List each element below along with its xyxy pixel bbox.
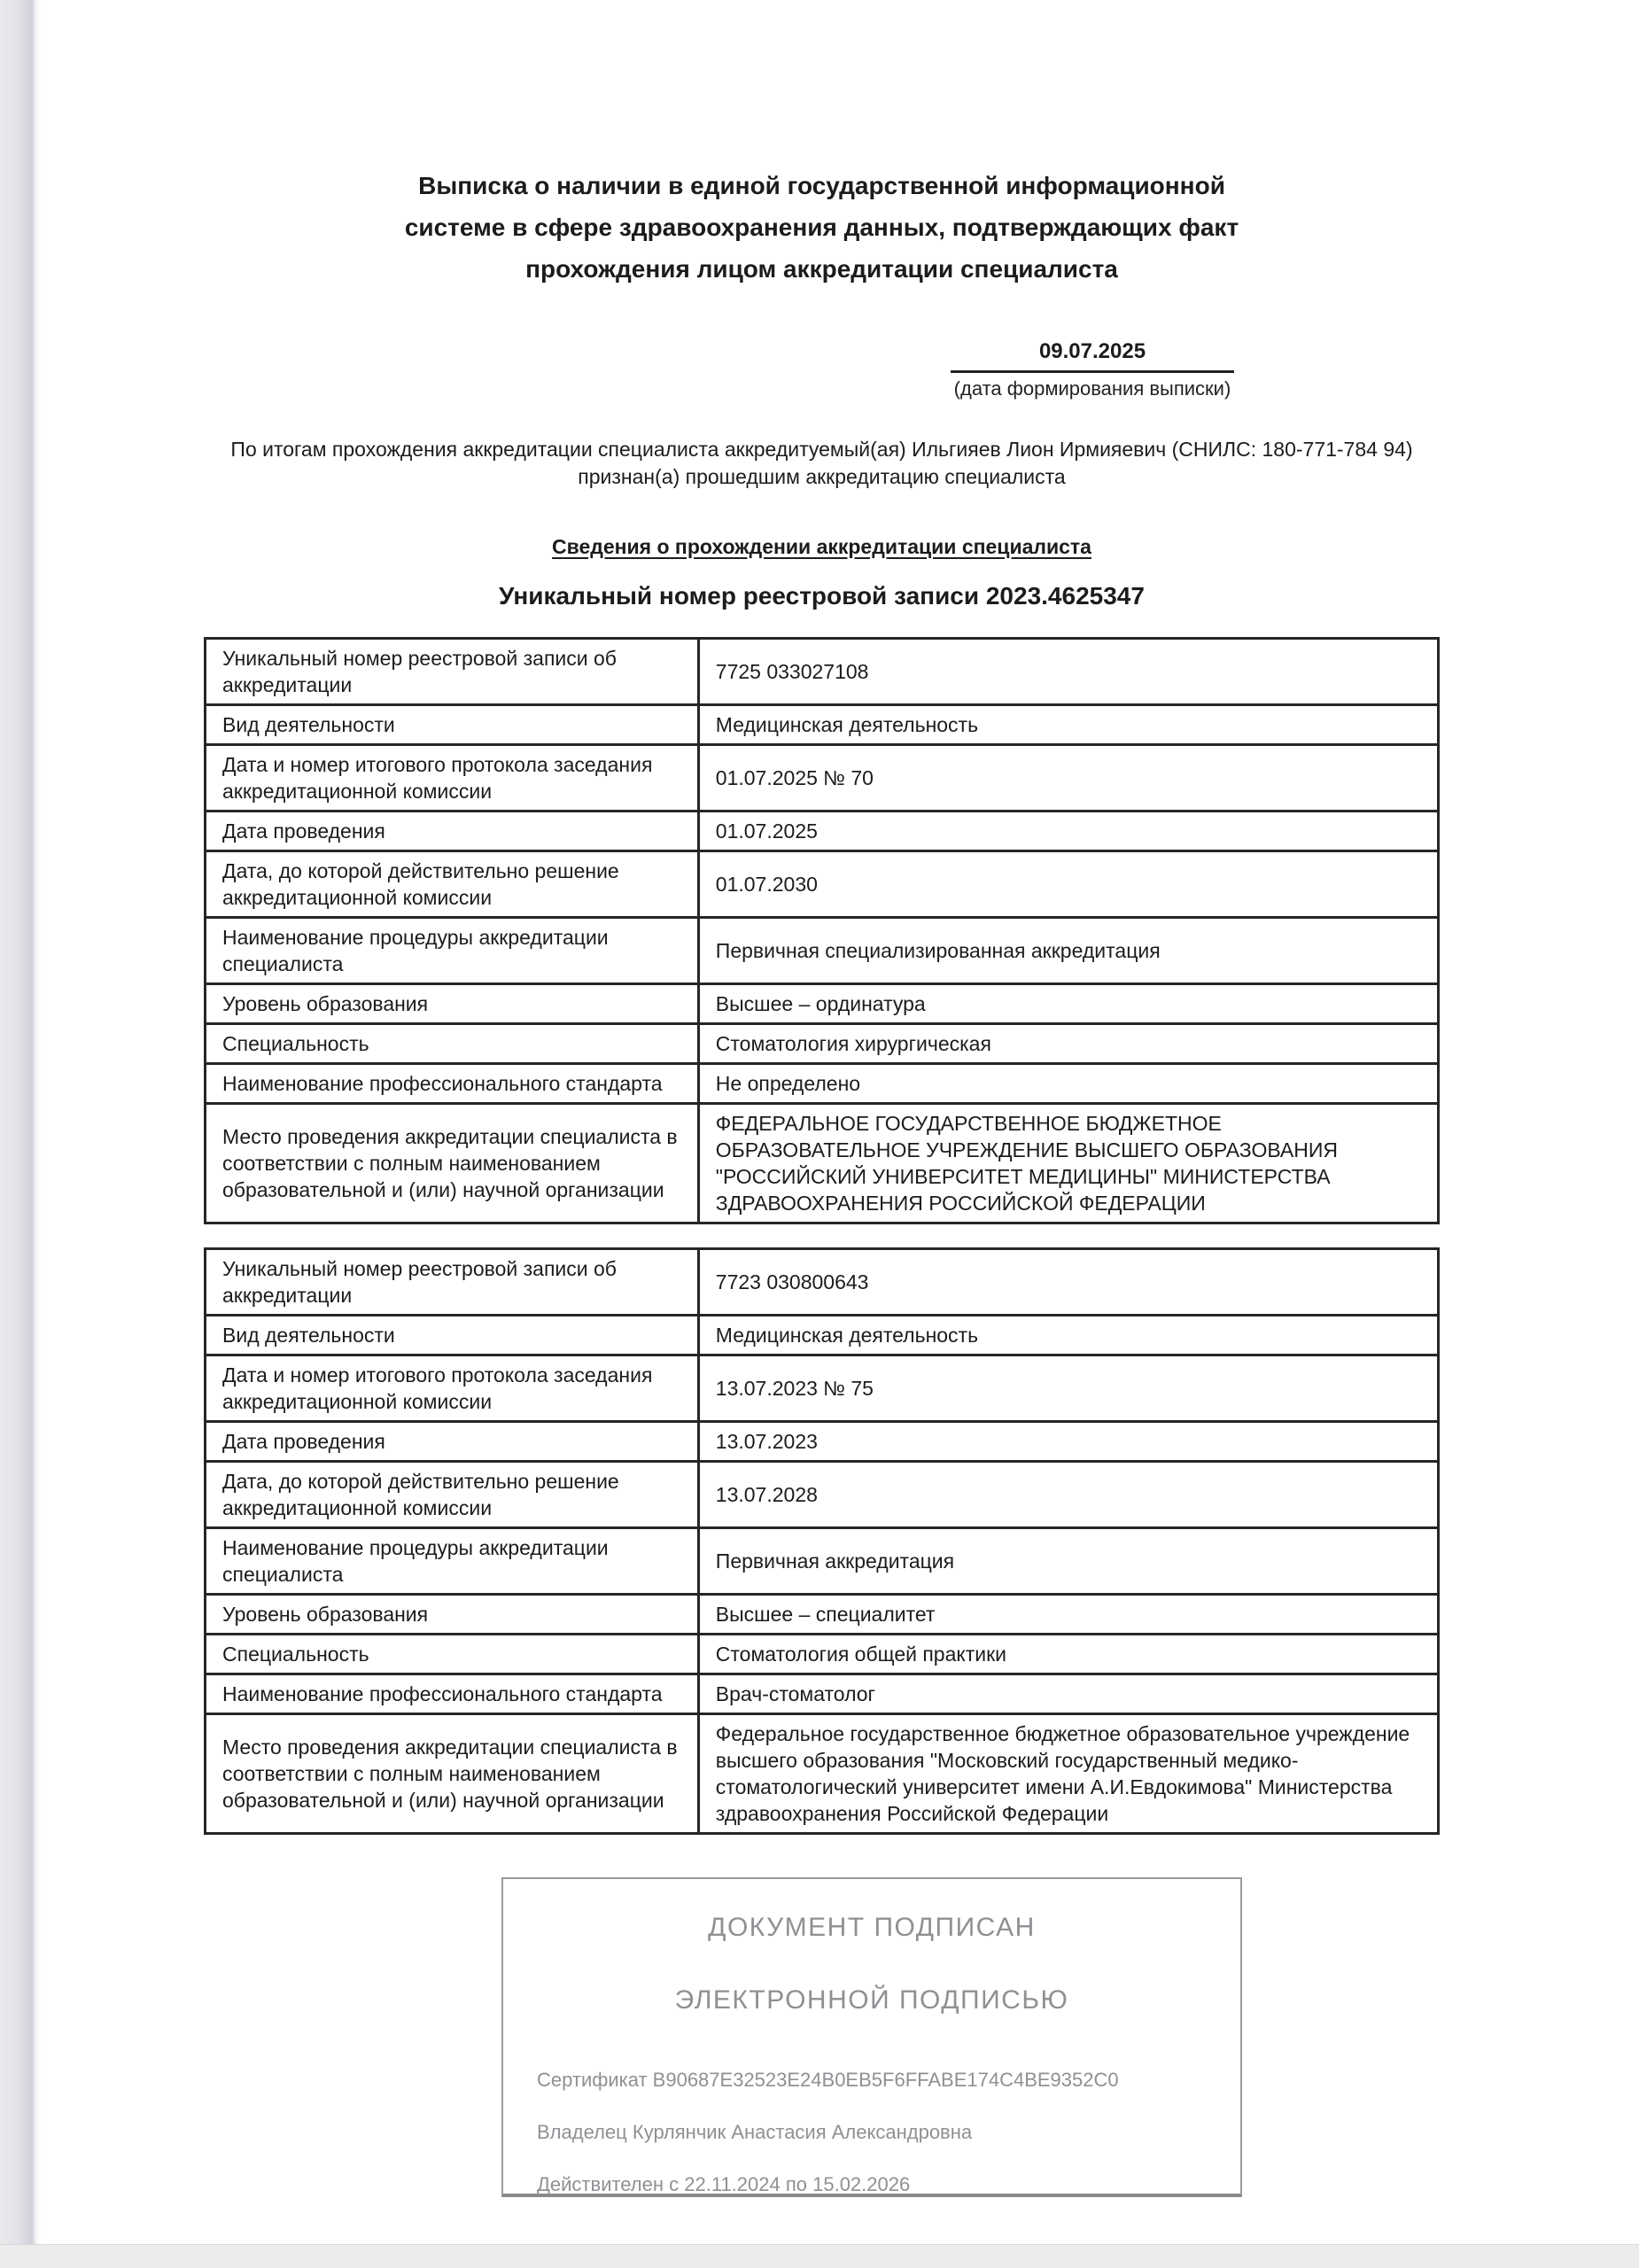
table-row	[206, 1635, 1439, 1674]
row-label: Дата проведения	[206, 812, 699, 851]
row-value: Федеральное государственное бюджетное образовательное учреждение высшего образования "Московский государственный медико-стоматологический университет имени А.И.Евдокимова" Министерства здравоохранения Российской Федерации	[698, 1714, 1438, 1834]
table-row	[206, 984, 1439, 1024]
row-label: Место проведения аккредитации специалиста в соответствии с полным наименованием образовательной и (или) научной организации	[206, 1104, 699, 1223]
section-heading: Сведения о прохождении аккредитации специалиста	[552, 535, 1091, 558]
table-row	[206, 639, 1439, 705]
row-value: 13.07.2023 № 75	[698, 1355, 1438, 1422]
row-value: Первичная специализированная аккредитация	[698, 918, 1438, 984]
row-value: 7725 033027108	[698, 639, 1438, 705]
row-label: Дата проведения	[206, 1422, 699, 1462]
table-row	[206, 745, 1439, 812]
row-label: Вид деятельности	[206, 705, 699, 745]
row-value: 01.07.2030	[698, 851, 1438, 918]
intro-line: По итогам прохождения аккредитации специалиста аккредитуемый(ая) Ильгияев Лион Ирмияевич (СНИЛС: 180-771-784 94)	[230, 438, 1413, 461]
table-row	[206, 1674, 1439, 1714]
row-label: Дата, до которой действительно решение аккредитационной комиссии	[206, 851, 699, 918]
row-label: Вид деятельности	[206, 1316, 699, 1355]
row-value: Медицинская деятельность	[698, 1316, 1438, 1355]
row-label: Специальность	[206, 1635, 699, 1674]
table-row	[206, 1024, 1439, 1064]
row-label: Наименование процедуры аккредитации специалиста	[206, 1528, 699, 1595]
row-value: 13.07.2028	[698, 1462, 1438, 1528]
page-title-line: системе в сфере здравоохранения данных, подтверждающих факт	[404, 214, 1239, 241]
signature-validity: Действителен с 22.11.2024 по 15.02.2026	[537, 2173, 911, 2195]
row-label: Наименование профессионального стандарта	[206, 1674, 699, 1714]
row-label: Уникальный номер реестровой записи об аккредитации	[206, 639, 699, 705]
row-value: Стоматология общей практики	[698, 1635, 1438, 1674]
row-label: Место проведения аккредитации специалиста в соответствии с полным наименованием образовательной и (или) научной организации	[206, 1714, 699, 1834]
row-label: Дата и номер итогового протокола заседания аккредитационной комиссии	[206, 1355, 699, 1422]
table-row	[206, 1714, 1439, 1834]
extract-date-block	[951, 339, 1234, 400]
table-row	[206, 918, 1439, 984]
row-value: Медицинская деятельность	[698, 705, 1438, 745]
page-title-line: прохождения лицом аккредитации специалиста	[525, 255, 1118, 283]
row-value: 01.07.2025 № 70	[698, 745, 1438, 812]
registry-number-heading: Уникальный номер реестровой записи 2023.4625347	[499, 582, 1145, 610]
extract-date-caption: (дата формирования выписки)	[953, 377, 1231, 400]
table-row	[206, 1355, 1439, 1422]
table-row	[206, 1104, 1439, 1223]
accreditation-record-table-1	[204, 637, 1440, 1224]
table-row	[206, 812, 1439, 851]
table-row	[206, 1462, 1439, 1528]
row-value: Первичная аккредитация	[698, 1528, 1438, 1595]
table-row	[206, 705, 1439, 745]
signature-heading-line2: ЭЛЕКТРОННОЙ ПОДПИСЬЮ	[674, 1985, 1069, 2015]
table-row	[206, 1595, 1439, 1635]
signature-stamp	[501, 1877, 1242, 2197]
row-value: Врач-стоматолог	[698, 1674, 1438, 1714]
table-row	[206, 1528, 1439, 1595]
row-label: Уровень образования	[206, 1595, 699, 1635]
table-row	[206, 851, 1439, 918]
signature-certificate: Сертификат B90687E32523E24B0EB5F6FFABE174C4BE9352C0	[537, 2069, 1119, 2091]
row-value: ФЕДЕРАЛЬНОЕ ГОСУДАРСТВЕННОЕ БЮДЖЕТНОЕ ОБРАЗОВАТЕЛЬНОЕ УЧРЕЖДЕНИЕ ВЫСШЕГО ОБРАЗОВАНИЯ "РОССИЙСКИЙ УНИВЕРСИТЕТ МЕДИЦИНЫ" МИНИСТЕРСТВА ЗДРАВООХРАНЕНИЯ РОССИЙСКОЙ ФЕДЕРАЦИИ	[698, 1104, 1438, 1223]
row-label: Дата, до которой действительно решение аккредитационной комиссии	[206, 1462, 699, 1528]
row-value: Стоматология хирургическая	[698, 1024, 1438, 1064]
intro-line: признан(а) прошедшим аккредитацию специалиста	[578, 465, 1066, 488]
row-value: Не определено	[698, 1064, 1438, 1104]
accreditation-record-table-2	[204, 1247, 1440, 1835]
table-row	[206, 1249, 1439, 1316]
row-label: Специальность	[206, 1024, 699, 1064]
row-label: Наименование процедуры аккредитации специалиста	[206, 918, 699, 984]
table-row	[206, 1316, 1439, 1355]
extract-date: 09.07.2025	[951, 339, 1234, 373]
row-value: 7723 030800643	[698, 1249, 1438, 1316]
table-row	[206, 1422, 1439, 1462]
row-value: Высшее – специалитет	[698, 1595, 1438, 1635]
row-value: 13.07.2023	[698, 1422, 1438, 1462]
row-value: 01.07.2025	[698, 812, 1438, 851]
row-value: Высшее – ординатура	[698, 984, 1438, 1024]
signature-heading-line1: ДОКУМЕНТ ПОДПИСАН	[708, 1913, 1036, 1942]
row-label: Уровень образования	[206, 984, 699, 1024]
row-label: Наименование профессионального стандарта	[206, 1064, 699, 1104]
row-label: Дата и номер итогового протокола заседания аккредитационной комиссии	[206, 745, 699, 812]
viewer-bottom-bar	[0, 2244, 1639, 2268]
page-title-line: Выписка о наличии в единой государственной информационной	[418, 172, 1225, 199]
row-label: Уникальный номер реестровой записи об аккредитации	[206, 1249, 699, 1316]
table-row	[206, 1064, 1439, 1104]
intro-paragraph	[204, 436, 1440, 491]
page-title	[204, 165, 1440, 290]
signature-owner: Владелец Курлянчик Анастасия Александровна	[537, 2121, 973, 2143]
